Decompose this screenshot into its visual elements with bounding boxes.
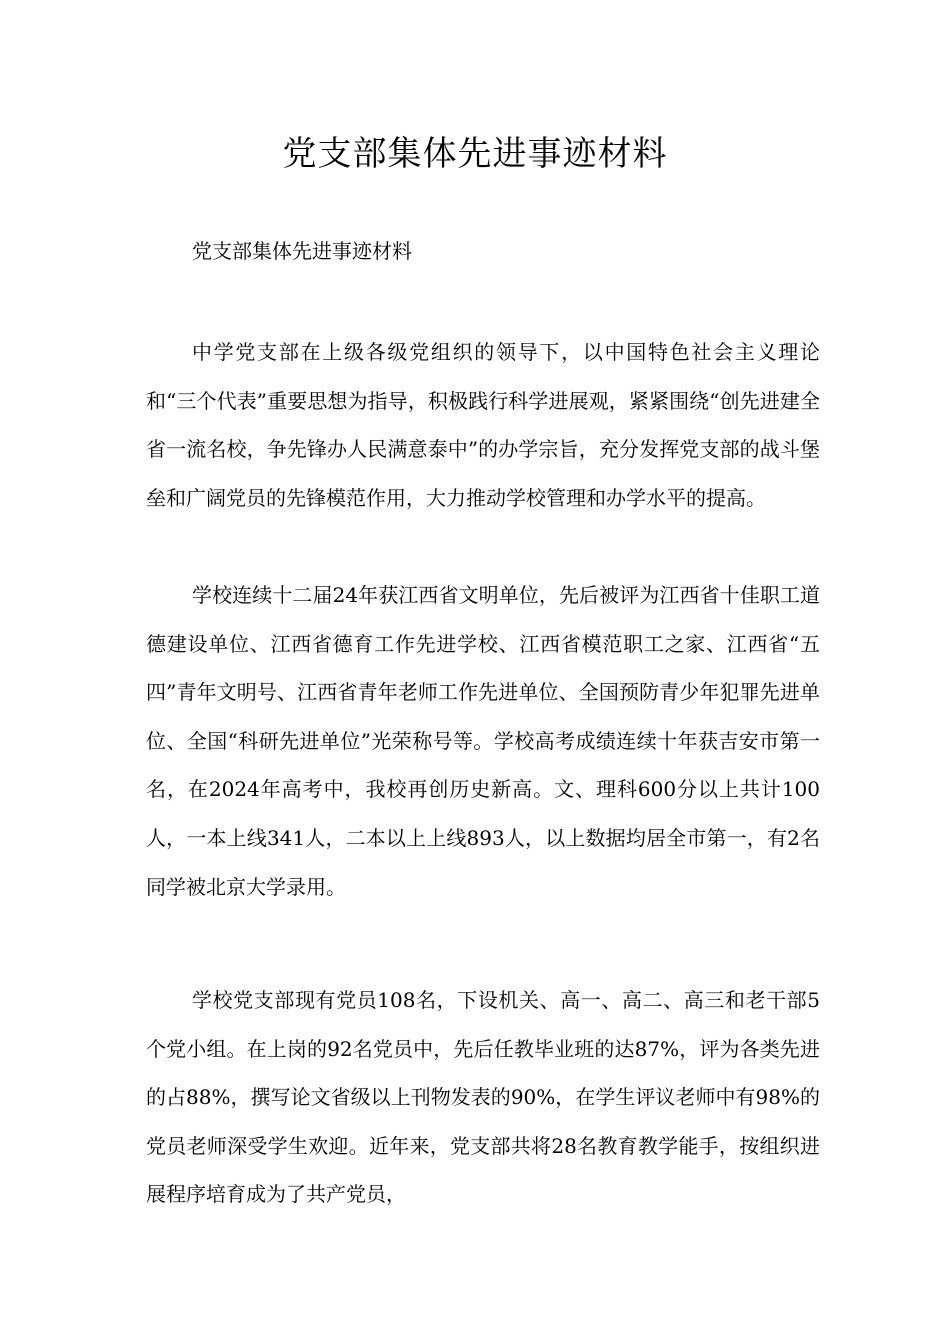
document-subtitle: 党支部集体先进事迹材料: [192, 239, 412, 263]
document-title: 党支部集体先进事迹材料: [282, 134, 668, 174]
body-paragraph-1: 中学党支部在上级各级党组织的领导下，以中国特色社会主义理论和“三个代表”重要思想为指导，积极践行科学进展观，紧紧围绕“创先进建全省一流名校，争先锋办人民满意泰中”的办学宗旨，充分发挥党支部的战斗堡垒和广阔党员的先锋模范作用，大力推动学校管理和办学水平的提高。: [146, 340, 820, 510]
body-paragraph-2: 学校连续十二届24年获江西省文明单位，先后被评为江西省十佳职工道德建设单位、江西省德育工作先进学校、江西省模范职工之家、江西省“五四”青年文明号、江西省青年老师工作先进单位、全国预防青少年犯罪先进单位、全国“科研先进单位”光荣称号等。学校高考成绩连续十年获吉安市第一名，在2024年高考中，我校再创历史新高。文、理科600分以上共计100人，一本上线341人，二本以上上线893人，以上数据均居全市第一，有2名同学被北京大学录用。: [146, 583, 820, 899]
body-paragraph-3: 学校党支部现有党员108名，下设机关、高一、高二、高三和老干部5个党小组。在上岗的92名党员中，先后任教毕业班的达87%，评为各类先进的占88%，撰写论文省级以上刊物发表的90%，在学生评议老师中有98%的党员老师深受学生欢迎。近年来，党支部共将28名教育教学能手，按组织进展程序培育成为了共产党员，: [146, 988, 820, 1207]
